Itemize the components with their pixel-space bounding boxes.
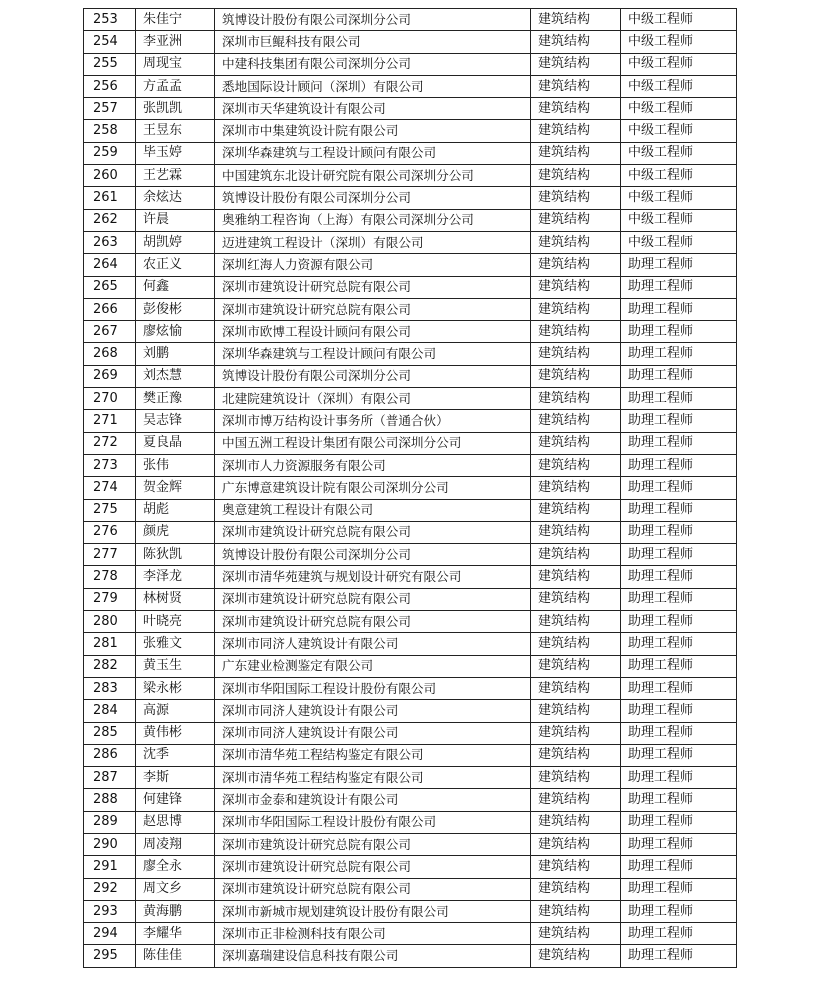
table-row [84, 945, 737, 967]
title-level-cell: 助理工程师 [621, 833, 737, 855]
company-cell: 深圳市建筑设计研究总院有限公司 [215, 298, 531, 320]
major-cell: 建筑结构 [531, 521, 621, 543]
person-name-cell: 林树贤 [136, 588, 215, 610]
major-cell: 建筑结构 [531, 432, 621, 454]
title-level-cell: 助理工程师 [621, 722, 737, 744]
row-number-cell: 268 [84, 343, 136, 365]
person-name-cell: 梁永彬 [136, 677, 215, 699]
person-name-cell: 朱佳宁 [136, 9, 215, 31]
table-row [84, 343, 737, 365]
person-name-cell: 陈狄凯 [136, 544, 215, 566]
row-number-cell: 264 [84, 254, 136, 276]
person-name-cell: 张凯凯 [136, 98, 215, 120]
title-level-cell: 助理工程师 [621, 454, 737, 476]
company-cell: 广东建业检测鉴定有限公司 [215, 655, 531, 677]
title-level-cell: 中级工程师 [621, 53, 737, 75]
company-cell: 深圳华森建筑与工程设计顾问有限公司 [215, 343, 531, 365]
roster-table [83, 8, 737, 968]
company-cell: 深圳市正非检测科技有限公司 [215, 923, 531, 945]
major-cell: 建筑结构 [531, 321, 621, 343]
row-number-cell: 260 [84, 165, 136, 187]
title-level-cell: 助理工程师 [621, 700, 737, 722]
table-row [84, 365, 737, 387]
major-cell: 建筑结构 [531, 655, 621, 677]
table-row [84, 31, 737, 53]
row-number-cell: 295 [84, 945, 136, 967]
table-row [84, 75, 737, 97]
table-row [84, 700, 737, 722]
person-name-cell: 樊正豫 [136, 388, 215, 410]
company-cell: 深圳市新城市规划建筑设计股份有限公司 [215, 900, 531, 922]
person-name-cell: 周现宝 [136, 53, 215, 75]
table-row [84, 9, 737, 31]
table-row [84, 611, 737, 633]
company-cell: 深圳市建筑设计研究总院有限公司 [215, 276, 531, 298]
major-cell: 建筑结构 [531, 454, 621, 476]
company-cell: 深圳市华阳国际工程设计股份有限公司 [215, 677, 531, 699]
major-cell: 建筑结构 [531, 878, 621, 900]
person-name-cell: 廖全永 [136, 856, 215, 878]
table-row [84, 655, 737, 677]
title-level-cell: 助理工程师 [621, 365, 737, 387]
table-row [84, 856, 737, 878]
title-level-cell: 助理工程师 [621, 477, 737, 499]
row-number-cell: 269 [84, 365, 136, 387]
row-number-cell: 285 [84, 722, 136, 744]
title-level-cell: 助理工程师 [621, 677, 737, 699]
person-name-cell: 胡凯婷 [136, 231, 215, 253]
person-name-cell: 农正义 [136, 254, 215, 276]
row-number-cell: 294 [84, 923, 136, 945]
title-level-cell: 助理工程师 [621, 298, 737, 320]
title-level-cell: 中级工程师 [621, 31, 737, 53]
table-row [84, 120, 737, 142]
table-row [84, 767, 737, 789]
person-name-cell: 廖炫愉 [136, 321, 215, 343]
major-cell: 建筑结构 [531, 53, 621, 75]
title-level-cell: 中级工程师 [621, 142, 737, 164]
person-name-cell: 夏良晶 [136, 432, 215, 454]
row-number-cell: 253 [84, 9, 136, 31]
person-name-cell: 许晨 [136, 209, 215, 231]
company-cell: 筑博设计股份有限公司深圳分公司 [215, 187, 531, 209]
company-cell: 迈进建筑工程设计（深圳）有限公司 [215, 231, 531, 253]
company-cell: 深圳市建筑设计研究总院有限公司 [215, 856, 531, 878]
table-row [84, 165, 737, 187]
row-number-cell: 266 [84, 298, 136, 320]
company-cell: 深圳市建筑设计研究总院有限公司 [215, 878, 531, 900]
person-name-cell: 方孟孟 [136, 75, 215, 97]
title-level-cell: 助理工程师 [621, 544, 737, 566]
company-cell: 深圳嘉瑞建设信息科技有限公司 [215, 945, 531, 967]
person-name-cell: 颜虎 [136, 521, 215, 543]
row-number-cell: 293 [84, 900, 136, 922]
major-cell: 建筑结构 [531, 231, 621, 253]
table-row [84, 677, 737, 699]
major-cell: 建筑结构 [531, 209, 621, 231]
major-cell: 建筑结构 [531, 142, 621, 164]
table-row [84, 432, 737, 454]
title-level-cell: 助理工程师 [621, 521, 737, 543]
table-row [84, 811, 737, 833]
title-level-cell: 助理工程师 [621, 432, 737, 454]
title-level-cell: 中级工程师 [621, 75, 737, 97]
row-number-cell: 254 [84, 31, 136, 53]
major-cell: 建筑结构 [531, 365, 621, 387]
row-number-cell: 275 [84, 499, 136, 521]
company-cell: 奥意建筑工程设计有限公司 [215, 499, 531, 521]
title-level-cell: 助理工程师 [621, 343, 737, 365]
major-cell: 建筑结构 [531, 566, 621, 588]
major-cell: 建筑结构 [531, 165, 621, 187]
table-row [84, 321, 737, 343]
table-row [84, 142, 737, 164]
table-row [84, 499, 737, 521]
title-level-cell: 中级工程师 [621, 120, 737, 142]
table-row [84, 410, 737, 432]
title-level-cell: 助理工程师 [621, 900, 737, 922]
company-cell: 深圳市同济人建筑设计有限公司 [215, 700, 531, 722]
company-cell: 深圳红海人力资源有限公司 [215, 254, 531, 276]
title-level-cell: 中级工程师 [621, 209, 737, 231]
row-number-cell: 289 [84, 811, 136, 833]
title-level-cell: 助理工程师 [621, 276, 737, 298]
company-cell: 深圳市天华建筑设计有限公司 [215, 98, 531, 120]
major-cell: 建筑结构 [531, 120, 621, 142]
company-cell: 深圳市欧博工程设计顾问有限公司 [215, 321, 531, 343]
row-number-cell: 261 [84, 187, 136, 209]
row-number-cell: 280 [84, 611, 136, 633]
major-cell: 建筑结构 [531, 744, 621, 766]
row-number-cell: 262 [84, 209, 136, 231]
person-name-cell: 赵思博 [136, 811, 215, 833]
table-row [84, 53, 737, 75]
major-cell: 建筑结构 [531, 544, 621, 566]
person-name-cell: 高源 [136, 700, 215, 722]
company-cell: 筑博设计股份有限公司深圳分公司 [215, 544, 531, 566]
table-row [84, 833, 737, 855]
company-cell: 深圳市同济人建筑设计有限公司 [215, 633, 531, 655]
major-cell: 建筑结构 [531, 611, 621, 633]
row-number-cell: 292 [84, 878, 136, 900]
row-number-cell: 283 [84, 677, 136, 699]
person-name-cell: 李泽龙 [136, 566, 215, 588]
row-number-cell: 288 [84, 789, 136, 811]
row-number-cell: 276 [84, 521, 136, 543]
company-cell: 悉地国际设计顾问（深圳）有限公司 [215, 75, 531, 97]
major-cell: 建筑结构 [531, 856, 621, 878]
title-level-cell: 助理工程师 [621, 767, 737, 789]
major-cell: 建筑结构 [531, 254, 621, 276]
person-name-cell: 黄玉生 [136, 655, 215, 677]
row-number-cell: 284 [84, 700, 136, 722]
title-level-cell: 助理工程师 [621, 388, 737, 410]
major-cell: 建筑结构 [531, 276, 621, 298]
major-cell: 建筑结构 [531, 700, 621, 722]
person-name-cell: 彭俊彬 [136, 298, 215, 320]
company-cell: 深圳市建筑设计研究总院有限公司 [215, 611, 531, 633]
person-name-cell: 胡彪 [136, 499, 215, 521]
row-number-cell: 259 [84, 142, 136, 164]
table-row [84, 209, 737, 231]
company-cell: 深圳市建筑设计研究总院有限公司 [215, 833, 531, 855]
row-number-cell: 256 [84, 75, 136, 97]
title-level-cell: 助理工程师 [621, 789, 737, 811]
company-cell: 筑博设计股份有限公司深圳分公司 [215, 9, 531, 31]
major-cell: 建筑结构 [531, 722, 621, 744]
company-cell: 广东博意建筑设计院有限公司深圳分公司 [215, 477, 531, 499]
title-level-cell: 助理工程师 [621, 410, 737, 432]
table-row [84, 231, 737, 253]
person-name-cell: 黄海鹏 [136, 900, 215, 922]
major-cell: 建筑结构 [531, 633, 621, 655]
company-cell: 深圳市清华苑工程结构鉴定有限公司 [215, 767, 531, 789]
title-level-cell: 助理工程师 [621, 254, 737, 276]
company-cell: 深圳市博万结构设计事务所（普通合伙） [215, 410, 531, 432]
table-row [84, 722, 737, 744]
person-name-cell: 吴志锋 [136, 410, 215, 432]
row-number-cell: 287 [84, 767, 136, 789]
major-cell: 建筑结构 [531, 31, 621, 53]
person-name-cell: 刘杰慧 [136, 365, 215, 387]
row-number-cell: 267 [84, 321, 136, 343]
person-name-cell: 刘鹏 [136, 343, 215, 365]
person-name-cell: 叶晓亮 [136, 611, 215, 633]
title-level-cell: 助理工程师 [621, 923, 737, 945]
row-number-cell: 281 [84, 633, 136, 655]
table-row [84, 454, 737, 476]
person-name-cell: 何建锋 [136, 789, 215, 811]
title-level-cell: 助理工程师 [621, 321, 737, 343]
company-cell: 深圳市金泰和建筑设计有限公司 [215, 789, 531, 811]
title-level-cell: 助理工程师 [621, 878, 737, 900]
company-cell: 奥雅纳工程咨询（上海）有限公司深圳分公司 [215, 209, 531, 231]
major-cell: 建筑结构 [531, 945, 621, 967]
row-number-cell: 286 [84, 744, 136, 766]
person-name-cell: 李亚洲 [136, 31, 215, 53]
row-number-cell: 278 [84, 566, 136, 588]
major-cell: 建筑结构 [531, 588, 621, 610]
table-row [84, 566, 737, 588]
table-row [84, 544, 737, 566]
major-cell: 建筑结构 [531, 677, 621, 699]
title-level-cell: 助理工程师 [621, 856, 737, 878]
table-row [84, 923, 737, 945]
company-cell: 筑博设计股份有限公司深圳分公司 [215, 365, 531, 387]
row-number-cell: 271 [84, 410, 136, 432]
title-level-cell: 助理工程师 [621, 655, 737, 677]
title-level-cell: 中级工程师 [621, 9, 737, 31]
row-number-cell: 270 [84, 388, 136, 410]
major-cell: 建筑结构 [531, 410, 621, 432]
table-row [84, 388, 737, 410]
title-level-cell: 中级工程师 [621, 187, 737, 209]
major-cell: 建筑结构 [531, 298, 621, 320]
company-cell: 深圳市人力资源服务有限公司 [215, 454, 531, 476]
table-row [84, 298, 737, 320]
person-name-cell: 周文乡 [136, 878, 215, 900]
table-row [84, 633, 737, 655]
title-level-cell: 助理工程师 [621, 744, 737, 766]
person-name-cell: 贺金辉 [136, 477, 215, 499]
table-row [84, 521, 737, 543]
company-cell: 中建科技集团有限公司深圳分公司 [215, 53, 531, 75]
company-cell: 深圳市清华苑工程结构鉴定有限公司 [215, 744, 531, 766]
roster-body [84, 9, 737, 968]
title-level-cell: 助理工程师 [621, 633, 737, 655]
table-row [84, 98, 737, 120]
row-number-cell: 263 [84, 231, 136, 253]
table-row [84, 744, 737, 766]
title-level-cell: 助理工程师 [621, 945, 737, 967]
major-cell: 建筑结构 [531, 343, 621, 365]
table-row [84, 187, 737, 209]
company-cell: 深圳市同济人建筑设计有限公司 [215, 722, 531, 744]
company-cell: 深圳华森建筑与工程设计顾问有限公司 [215, 142, 531, 164]
row-number-cell: 257 [84, 98, 136, 120]
person-name-cell: 张伟 [136, 454, 215, 476]
major-cell: 建筑结构 [531, 789, 621, 811]
person-name-cell: 陈佳佳 [136, 945, 215, 967]
row-number-cell: 277 [84, 544, 136, 566]
person-name-cell: 李耀华 [136, 923, 215, 945]
company-cell: 深圳市华阳国际工程设计股份有限公司 [215, 811, 531, 833]
row-number-cell: 290 [84, 833, 136, 855]
table-row [84, 254, 737, 276]
title-level-cell: 助理工程师 [621, 611, 737, 633]
major-cell: 建筑结构 [531, 98, 621, 120]
company-cell: 中国五洲工程设计集团有限公司深圳分公司 [215, 432, 531, 454]
major-cell: 建筑结构 [531, 767, 621, 789]
major-cell: 建筑结构 [531, 900, 621, 922]
major-cell: 建筑结构 [531, 811, 621, 833]
table-row [84, 878, 737, 900]
row-number-cell: 255 [84, 53, 136, 75]
title-level-cell: 助理工程师 [621, 588, 737, 610]
row-number-cell: 279 [84, 588, 136, 610]
title-level-cell: 中级工程师 [621, 231, 737, 253]
row-number-cell: 273 [84, 454, 136, 476]
table-row [84, 900, 737, 922]
major-cell: 建筑结构 [531, 9, 621, 31]
person-name-cell: 毕玉婷 [136, 142, 215, 164]
person-name-cell: 王昱东 [136, 120, 215, 142]
person-name-cell: 张雅文 [136, 633, 215, 655]
row-number-cell: 291 [84, 856, 136, 878]
major-cell: 建筑结构 [531, 923, 621, 945]
company-cell: 深圳市巨鲲科技有限公司 [215, 31, 531, 53]
major-cell: 建筑结构 [531, 388, 621, 410]
row-number-cell: 272 [84, 432, 136, 454]
table-row [84, 477, 737, 499]
person-name-cell: 黄伟彬 [136, 722, 215, 744]
row-number-cell: 274 [84, 477, 136, 499]
title-level-cell: 助理工程师 [621, 811, 737, 833]
table-row [84, 588, 737, 610]
title-level-cell: 助理工程师 [621, 499, 737, 521]
table-row [84, 276, 737, 298]
title-level-cell: 中级工程师 [621, 165, 737, 187]
person-name-cell: 何鑫 [136, 276, 215, 298]
row-number-cell: 282 [84, 655, 136, 677]
person-name-cell: 沈季 [136, 744, 215, 766]
company-cell: 深圳市建筑设计研究总院有限公司 [215, 521, 531, 543]
table-row [84, 789, 737, 811]
major-cell: 建筑结构 [531, 833, 621, 855]
person-name-cell: 李斯 [136, 767, 215, 789]
major-cell: 建筑结构 [531, 75, 621, 97]
row-number-cell: 265 [84, 276, 136, 298]
person-name-cell: 王艺霖 [136, 165, 215, 187]
major-cell: 建筑结构 [531, 477, 621, 499]
company-cell: 中国建筑东北设计研究院有限公司深圳分公司 [215, 165, 531, 187]
person-name-cell: 周凌翔 [136, 833, 215, 855]
major-cell: 建筑结构 [531, 187, 621, 209]
title-level-cell: 中级工程师 [621, 98, 737, 120]
company-cell: 深圳市清华苑建筑与规划设计研究有限公司 [215, 566, 531, 588]
company-cell: 北建院建筑设计（深圳）有限公司 [215, 388, 531, 410]
row-number-cell: 258 [84, 120, 136, 142]
title-level-cell: 助理工程师 [621, 566, 737, 588]
company-cell: 深圳市中集建筑设计院有限公司 [215, 120, 531, 142]
major-cell: 建筑结构 [531, 499, 621, 521]
person-name-cell: 余炫达 [136, 187, 215, 209]
company-cell: 深圳市建筑设计研究总院有限公司 [215, 588, 531, 610]
